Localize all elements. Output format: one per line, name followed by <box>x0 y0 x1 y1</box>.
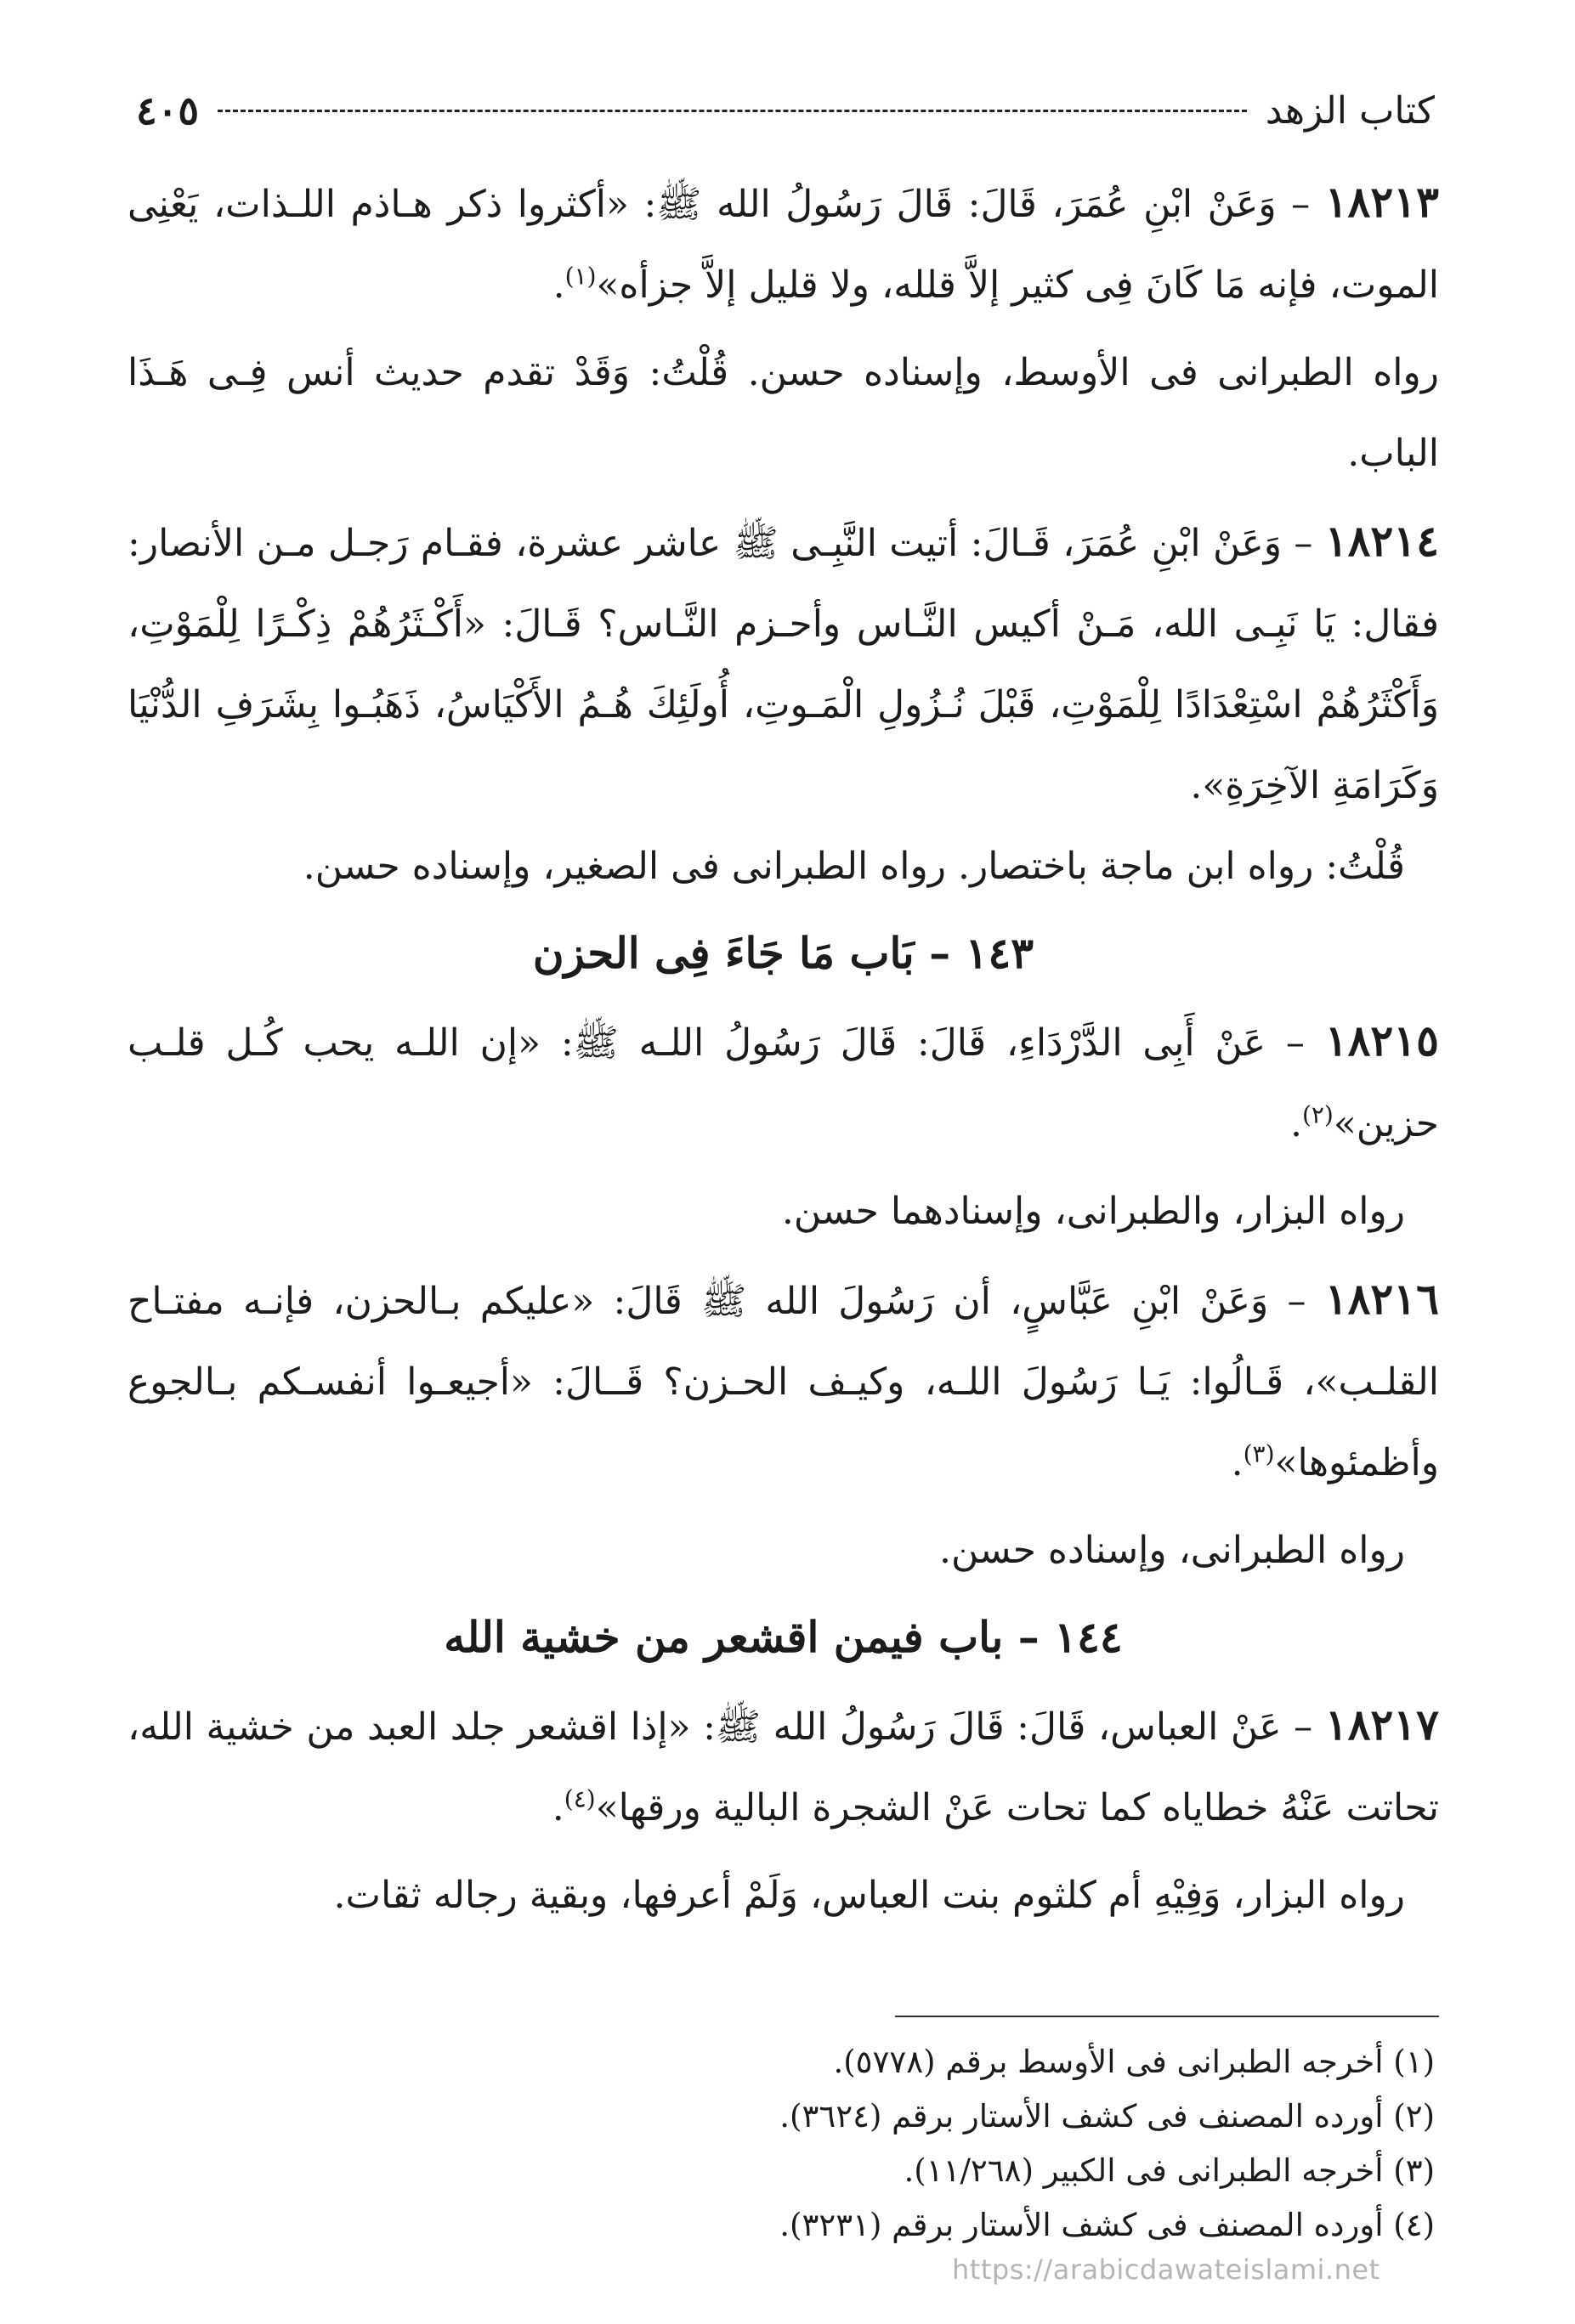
source-bold: الطبرانى <box>1190 1529 1328 1572</box>
hadith-commentary <box>127 826 1439 907</box>
hadith-commentary <box>127 332 1439 494</box>
qult-label: قُلْتُ: <box>649 351 729 394</box>
running-header <box>136 81 1435 140</box>
hadith-commentary <box>127 1510 1439 1591</box>
footnote: (٢) أورده المصنف فى كشف الأستار برقم (٣٦٢٤). <box>779 2098 1435 2135</box>
hadith-entry: ١٨٢١٧ – عَنْ العباس، قَالَ: قَالَ رَسُولُ الله ﷺ: «إذا اقشعر جلد العبد من خشية الله، تحاتت عَنْهُ خطاياه كما تحات عَنْ الشجرة البالية ورقها»$^{(٤)}$. <box>127 1699 1439 1829</box>
hadith-entry: ١٨٢١٦ – وَعَنْ ابْنِ عَبَّاسٍ، أن رَسُولَ الله ﷺ قَالَ: «عليكم بـالحزن، فإنـه مفتـاح القلـب»، قَـالُوا: يَـا رَسُولَ اللـه، وكيـف الحـزن؟ قَــالَ: «أجيعـوا أنفسـكم بـالجوع وأظمئوها»$^{(٣)}$. <box>127 1274 1439 1484</box>
header-divider <box>218 110 1247 112</box>
footnote-ref: (٢) <box>1301 1100 1334 1129</box>
source-bold: الطبرانى <box>1066 1190 1204 1233</box>
chapter-heading: ١٤٣ – بَاب مَا جَاءَ فِى الحزن <box>532 928 1034 978</box>
hadith-entry: ١٨٢١٥ – عَنْ أَبِى الدَّرْدَاءِ، قَالَ: قَالَ رَسُولُ اللـه ﷺ: «إن اللـه يحب كُـل قلـب حزين»$^{(٢)}$. <box>127 1015 1439 1145</box>
footnotes <box>136 2035 1435 2253</box>
hadith-number: ١٨٢١٦ <box>1324 1274 1439 1324</box>
hadith-number: ١٨٢١٤ <box>1324 516 1439 566</box>
source-text: رواه البزار، و <box>1203 1190 1405 1233</box>
chapter-heading: ١٤٤ – باب فيمن اقشعر من خشية الله <box>444 1612 1123 1662</box>
hadith-commentary: رواه البزار، وَفِيْهِ أم كلثوم بنت العباس، وَلَمْ أعرفها، وبقية رجاله ثقات. <box>333 1874 1405 1917</box>
qult-label: قُلْتُ: <box>1325 845 1405 888</box>
source-text: رواه <box>1327 1529 1405 1572</box>
page-body <box>127 161 1439 1936</box>
hadith-entry: ١٨٢١٣ – وَعَنْ ابْنِ عُمَرَ، قَالَ: قَالَ رَسُولُ الله ﷺ: «أكثروا ذكر هـاذم اللـذات، يَعْنِى الموت، فإنه مَا كَانَ فِى كثير إلاَّ قلله، ولا قليل إلاَّ جزأه»$^{(١)}$. <box>127 177 1439 307</box>
hadith-commentary <box>127 1171 1439 1252</box>
qult-text: رواه ابن ماجة باختصار. <box>957 845 1314 888</box>
page-number: ٤٠٥ <box>136 88 200 133</box>
footnote-ref: (٣) <box>1243 1439 1275 1468</box>
qult-text-2: ، وإسناده حسن. <box>303 845 555 888</box>
hadith-number: ١٨٢١٣ <box>1324 177 1439 227</box>
source-bold: رواه الطبرانى فى الأوسط <box>1013 351 1439 394</box>
hadith-text: – عَنْ أَبِى الدَّرْدَاءِ، قَالَ: قَالَ رَسُولُ اللـه ﷺ: «إن اللـه يحب كُـل قلـب حزين» <box>127 1021 1439 1145</box>
source-text: ، وإسناده حسن. <box>747 351 1014 394</box>
footnote-rule <box>895 2016 1439 2017</box>
source-bold: رواه الطبرانى فى الصغير <box>554 845 946 888</box>
footnote: (٣) أخرجه الطبرانى فى الكبير (١١/٢٦٨). <box>904 2152 1435 2189</box>
footnote-ref: (١) <box>564 262 597 291</box>
source-text-2: ، وإسناده حسن. <box>939 1529 1191 1572</box>
hadith-text: – وَعَنْ ابْنِ عُمَرَ، قَـالَ: أتيت النَّبِـى ﷺ عاشر عشرة، فقـام رَجـل مـن الأنصار: فقال: يَا نَبِـى الله، مَـنْ أكيس النَّـاس وأحـزم النَّـاس؟ قَـالَ: «أَكْـثَرُهُمْ ذِكْـرًا لِلْمَوْتِ، وَأَكْثَرُهُمْ اسْتِعْدَادًا لِلْمَوْتِ، قَبْلَ نُـزُولِ الْمَـوتِ، أُولَئِكَ هُـمُ الأَكْيَاسُ، ذَهَبُـوا بِشَرَفِ الدُّنْيَا وَكَرَامَةِ الآخِرَةِ». <box>127 522 1439 807</box>
hadith-number: ١٨٢١٥ <box>1324 1015 1439 1066</box>
footnote: (١) أخرجه الطبرانى فى الأوسط برقم (٥٧٧٨). <box>833 2044 1435 2080</box>
hadith-text: – عَنْ العباس، قَالَ: قَالَ رَسُولُ الله ﷺ: «إذا اقشعر جلد العبد من خشية الله، تحاتت عَنْهُ خطاياه كما تحات عَنْ الشجرة البالية ورقها» <box>127 1705 1439 1829</box>
footnote: (٤) أورده المصنف فى كشف الأستار برقم (٣٢٣١). <box>779 2207 1435 2243</box>
hadith-text: – وَعَنْ ابْنِ عُمَرَ، قَالَ: قَالَ رَسُولُ الله ﷺ: «أكثروا ذكر هـاذم اللـذات، يَعْنِى الموت، فإنه مَا كَانَ فِى كثير إلاَّ قلله، ولا قليل إلاَّ جزأه» <box>127 183 1439 307</box>
hadith-number: ١٨٢١٧ <box>1324 1699 1439 1750</box>
hadith-text: – وَعَنْ ابْنِ عَبَّاسٍ، أن رَسُولَ الله ﷺ قَالَ: «عليكم بـالحزن، فإنـه مفتـاح القلـب»، قَـالُوا: يَـا رَسُولَ اللـه، وكيـف الحـزن؟ قَــالَ: «أجيعـوا أنفسـكم بـالجوع وأظمئوها» <box>127 1280 1439 1484</box>
watermark-url: https://arabicdawateislami.net <box>952 2253 1380 2286</box>
source-text-2: ، وإسنادهما حسن. <box>781 1190 1067 1233</box>
qult-text: وَقَدْ تقدم حديث أنس فِـى هَـذَا الباب. <box>127 351 1439 475</box>
book-title: كتاب الزهد <box>1265 88 1435 133</box>
footnote-ref: (٤) <box>564 1784 596 1813</box>
hadith-entry <box>127 500 1439 826</box>
